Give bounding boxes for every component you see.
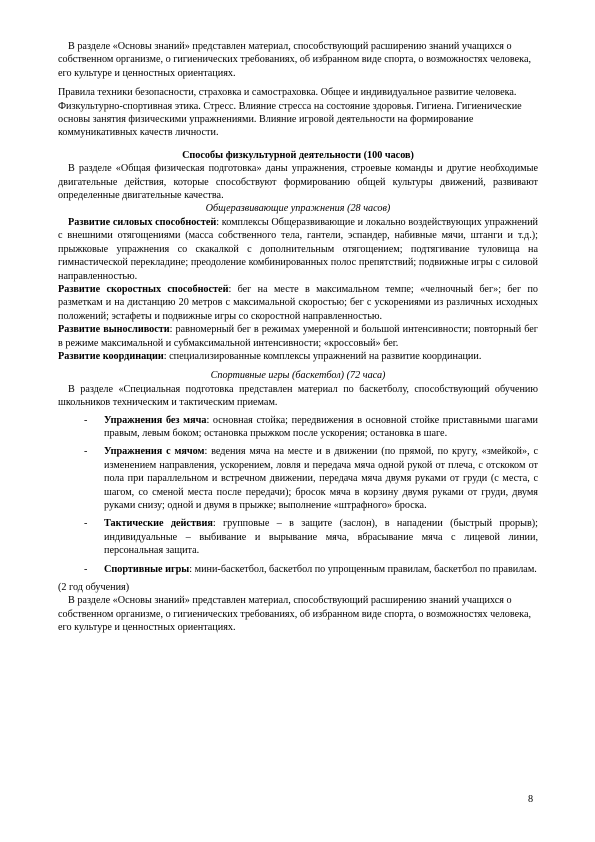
- list-item: [58, 414, 538, 441]
- paragraph-speed: [58, 283, 538, 323]
- dash-marker: -: [84, 563, 88, 575]
- basketball-list: [58, 414, 538, 576]
- list-item-lead: Спортивные игры: [104, 563, 190, 575]
- subheading-general-exercises: Общеразвивающие упражнения (28 часов): [205, 203, 391, 215]
- section-heading: Способы физкультурной деятельности (100 часов): [182, 149, 414, 161]
- text-speed: : бег на месте в максимальном темпе; «челночный бег»; бег по разметкам и на дистанцию 20 метров с максимальной скоростью; бег с ускорениями из различных исходных положений; эстафеты и подвижные игры со скоростной направленностью.: [58, 283, 538, 322]
- text-strength: : комплексы Общеразвивающие и локально воздействующих упражнений с внешними отягощениями (масса собственного тела, гантели, эспандер, набивные мячи, штанги и т.д.); прыжковые упражнения со скакалкой с дополнительным отягощением; подтягивание туловища на гимнастической перекладине; преодоление комбинированных полос препятствий; подвижные игры с силовой направленностью.: [58, 216, 538, 282]
- section-paragraph-2: В разделе «Специальная подготовка представлен материал по баскетболу, способствующий обучению школьников техническим и тактическим приемам.: [58, 383, 538, 409]
- dash-marker: -: [84, 414, 88, 426]
- lead-coordination: Развитие координации: [58, 350, 164, 362]
- dash-marker: -: [84, 518, 88, 530]
- section-paragraph-3: В разделе «Основы знаний» представлен материал, способствующий расширению знаний учащихся о собственном организме, о гигиенических требованиях, об избранном виде спорта, о возможностях человека, его культуре и ценностных ориентациях.: [58, 595, 532, 634]
- text-coordination: : специализированные комплексы упражнений на развитие координации.: [163, 350, 482, 362]
- lead-strength: Развитие силовых способностей: [68, 216, 217, 228]
- list-item: [58, 563, 538, 576]
- list-item-text: : ведения мяча на месте и в движении (по прямой, по кругу, «змейкой», с изменением направления, ускорением, ловля и передача мяча одной рукой от плеча, с отскоком от пола при параллельном и встречном движении, передача мяча двумя руками от груди (с места, с шагом, со сменой места после передачи); бросок мяча в корзину двумя руками от груди, двумя руками снизу; одной и двумя в прыжке; выполнение «штрафного» броска.: [104, 446, 538, 511]
- list-item-text: : групповые – в защите (заслон), в нападении (быстрый прорыв); индивидуальные – выбивание и вырывание мяча, вбрасывание мяча с лицевой линии, персональная защита.: [104, 518, 538, 557]
- list-item: [58, 517, 538, 557]
- list-item: [58, 445, 538, 512]
- subheading-basketball: Спортивные игры (баскетбол) (72 часа): [210, 370, 386, 382]
- paragraph-strength: [58, 216, 538, 283]
- page-number: 8: [528, 794, 534, 805]
- paragraph-coordination: [58, 350, 538, 363]
- document-page: [58, 40, 538, 635]
- list-item-lead: Упражнения без мяча: [104, 414, 207, 426]
- list-item-text: : основная стойка; передвижения в основной стойке приставными шагами правым, левым боком; остановка прыжком после ускорения; остановка в шаге.: [104, 414, 538, 439]
- section-paragraph-1: В разделе «Общая физическая подготовка» даны упражнения, строевые команды и другие необходимые двигательные действия, которые способствуют формированию общей культуры движений, развивают определенные двигательные качества.: [58, 163, 538, 202]
- text-endurance: : равномерный бег в режимах умеренной и большой интенсивности; повторный бег в режиме максимальной и субмаксимальной интенсивности; «кроссовый» бег.: [58, 324, 538, 349]
- list-item-lead: Тактические действия: [104, 518, 213, 530]
- lead-speed: Развитие скоростных способностей: [58, 283, 229, 295]
- intro-paragraph-1: В разделе «Основы знаний» представлен материал, способствующий расширению знаний учащихся о собственном организме, о гигиенических требованиях, об избранном виде спорта, о возможностях человека, его культуре и ценностных ориентациях.: [58, 41, 532, 79]
- lead-endurance: Развитие выносливости: [58, 324, 170, 336]
- year-label: (2 год обучения): [58, 582, 130, 594]
- list-item-lead: Упражнения с мячом: [104, 446, 205, 458]
- dash-marker: -: [84, 446, 88, 458]
- list-item-text: : мини-баскетбол, баскетбол по упрощенным правилам, баскетбол по правилам.: [189, 563, 537, 575]
- paragraph-endurance: [58, 323, 538, 350]
- intro-paragraph-2: Правила техники безопасности, страховка и самостраховка. Общее и индивидуальное развитие человека. Физкультурно-спортивная этика. Стресс. Влияние стресса на состояние здоровья. Гигиена. Гигиенические основы занятия физическими упражнениями. Влияние игровой деятельности на формирование коммуникативных качеств личности.: [58, 87, 522, 139]
